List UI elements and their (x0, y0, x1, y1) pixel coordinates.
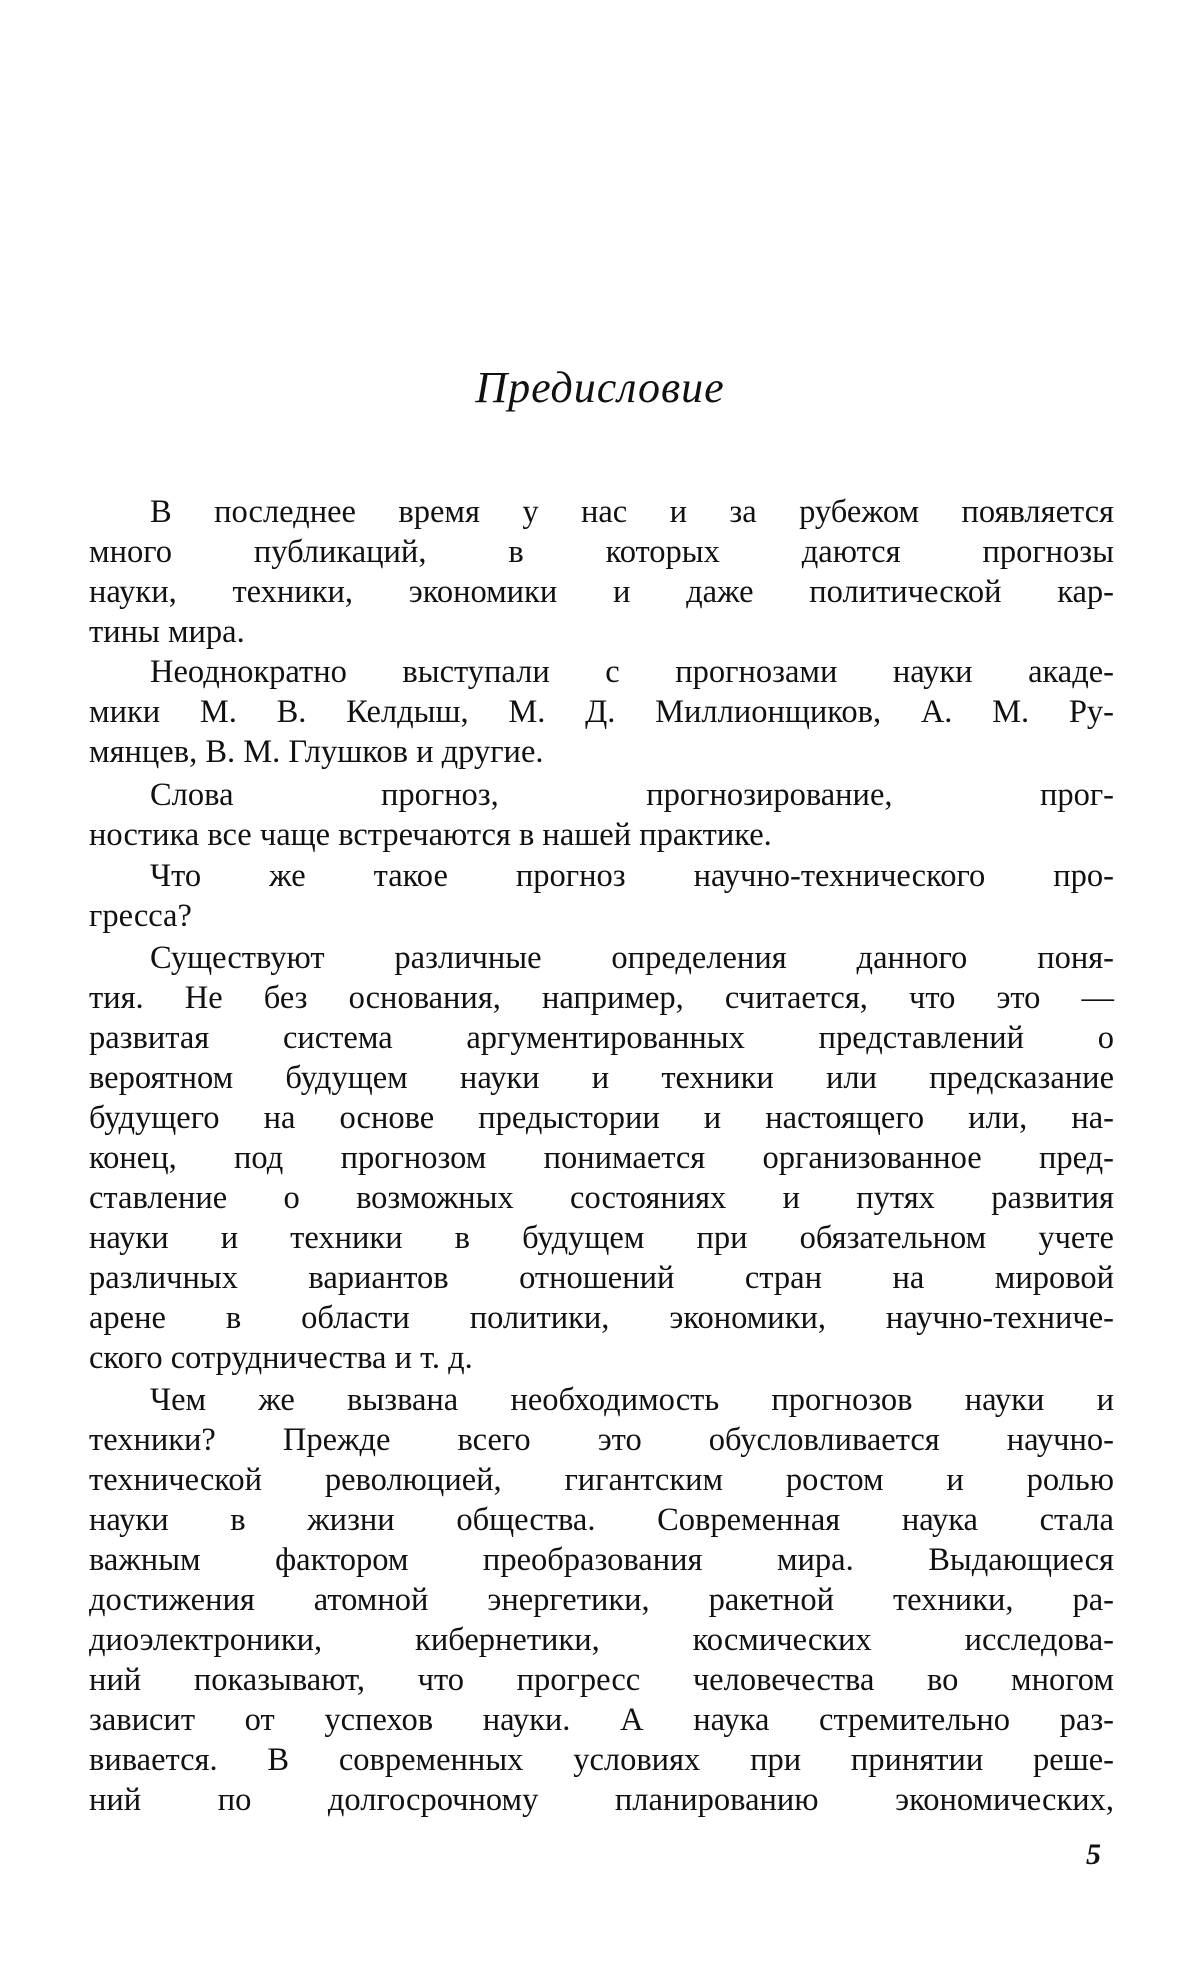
text-line: достижения атомной энергетики, ракетной техники, ра- (89, 1582, 1114, 1618)
text-line: важным фактором преобразования мира. Выдающиеся (89, 1542, 1114, 1578)
text-line: науки в жизни общества. Современная наука стала (89, 1502, 1114, 1538)
text-line: ний по долгосрочному планированию экономических, (89, 1782, 1114, 1818)
text-line: диоэлектроники, кибернетики, космических исследова- (89, 1622, 1114, 1658)
text-line: технической революцией, гигантским ростом и ролью (89, 1462, 1114, 1498)
text-line: науки, техники, экономики и даже политической кар- (89, 574, 1114, 610)
text-line: Слова прогноз, прогнозирование, прог- (150, 777, 1114, 813)
text-line: Существуют различные определения данного поня- (150, 940, 1114, 976)
text-line: ставление о возможных состояниях и путях развития (89, 1180, 1114, 1216)
text-line: Чем же вызвана необходимость прогнозов науки и (150, 1382, 1114, 1418)
text-line: много публикаций, в которых даются прогнозы (89, 534, 1114, 570)
text-line: вероятном будущем науки и техники или предсказание (89, 1060, 1114, 1096)
text-line: ний показывают, что прогресс человечества во многом (89, 1662, 1114, 1698)
page-number: 5 (1086, 1838, 1101, 1871)
text-line: тия. Не без основания, например, считается, что это — (89, 980, 1114, 1016)
text-line: техники? Прежде всего это обусловливается научно- (89, 1422, 1114, 1458)
text-line: арене в области политики, экономики, научно-техниче- (89, 1300, 1114, 1336)
chapter-title: Предисловие (475, 363, 725, 412)
text-line: ского сотрудничества и т. д. (89, 1340, 473, 1376)
text-line: тины мира. (89, 614, 245, 650)
text-line: гресса? (89, 898, 192, 934)
text-line: вивается. В современных условиях при принятии реше- (89, 1742, 1114, 1778)
text-line: различных вариантов отношений стран на мировой (89, 1260, 1114, 1296)
text-line: зависит от успехов науки. А наука стремительно раз- (89, 1702, 1114, 1738)
text-line: развитая система аргументированных представлений о (89, 1020, 1114, 1056)
text-line: В последнее время у нас и за рубежом появляется (150, 494, 1114, 530)
text-line: конец, под прогнозом понимается организованное пред- (89, 1140, 1114, 1176)
text-line: мики М. В. Келдыш, М. Д. Миллионщиков, А. М. Ру- (89, 694, 1114, 730)
text-line: Неоднократно выступали с прогнозами науки акаде- (150, 654, 1114, 690)
text-line: науки и техники в будущем при обязательном учете (89, 1220, 1114, 1256)
text-line: ностика все чаще встречаются в нашей практике. (89, 817, 772, 853)
text-line: будущего на основе предыстории и настоящего или, на- (89, 1100, 1114, 1136)
text-line: Что же такое прогноз научно-технического про- (150, 858, 1114, 894)
text-line: мянцев, В. М. Глушков и другие. (89, 734, 544, 770)
